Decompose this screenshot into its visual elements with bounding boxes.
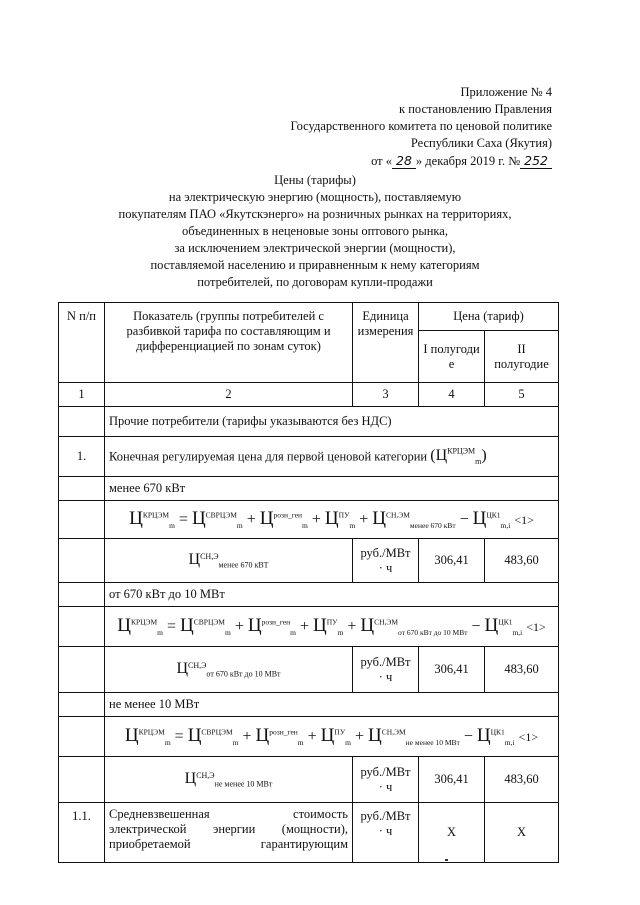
group-label-row	[59, 477, 559, 501]
row1-sup: КРЦЭМ	[447, 446, 476, 456]
col-num: 3	[353, 383, 419, 407]
group-label: не менее 10 МВт	[105, 693, 559, 717]
col-header-unit: Единица измерения	[353, 303, 419, 383]
decree-date	[290, 152, 552, 170]
date-month-year: » декабря 2019 г. №	[415, 154, 521, 168]
col-header-price: Цена (тариф)	[419, 303, 559, 331]
republic-name: Республики Саха (Якутия)	[410, 136, 552, 150]
other-consumers-row	[59, 407, 559, 437]
appendix-number: Приложение № 4	[460, 85, 552, 99]
price-half2: X	[485, 803, 559, 863]
title-line: Цены (тарифы)	[274, 173, 356, 187]
title-line: потребителей, по договорам купли-продажи	[197, 275, 433, 289]
col-num: 1	[59, 383, 105, 407]
tariff-table	[58, 302, 559, 863]
group-label: менее 670 кВт	[105, 477, 559, 501]
group-label: от 670 кВт до 10 МВт	[105, 583, 559, 607]
decree-number: 252	[520, 153, 552, 169]
formula: $Ц^{КРЦЭМ}_m = Ц^{СВРЦЭМ}_m + Ц^{розн\_ген}_m + Ц^{ПУ}_m + Ц^{СН,ЭМ}_{от 670 кВт до 10 МВт} - Ц^{ЦК1}_{m,i} <1>$	[105, 607, 559, 647]
rate-symbol: $Ц^{СН,Э}_{от 670 кВт до 10 МВт}$	[105, 647, 353, 693]
unit-cell: руб./МВт · ч	[353, 803, 419, 863]
formula-row	[59, 717, 559, 757]
price-half2: 483,60	[485, 757, 559, 803]
row1-symbol-wrap: $(Ц^{КРЦЭМ}_m)$	[430, 446, 487, 467]
formula-row	[59, 501, 559, 539]
unit-cell: руб./МВт · ч	[353, 647, 419, 693]
table-row	[59, 437, 559, 477]
date-day: 28	[392, 153, 416, 169]
table-row	[59, 803, 559, 863]
other-consumers-label: Прочие потребители (тарифы указываются без НДС)	[105, 407, 559, 437]
scan-dot	[445, 859, 448, 861]
appendix-header	[290, 84, 552, 170]
price-half1: X	[419, 803, 485, 863]
formula: $Ц^{КРЦЭМ}_m = Ц^{СВРЦЭМ}_m + Ц^{розн\_ген}_m + Ц^{ПУ}_m + Ц^{СН,ЭМ}_{менее 670 кВт} - Ц^{ЦК1}_{m,i} <1>$	[105, 501, 559, 539]
col-num: 2	[105, 383, 353, 407]
formula-row	[59, 607, 559, 647]
appendix-ref-line: к постановлению Правления	[399, 102, 552, 116]
table-row	[59, 757, 559, 803]
table-row	[59, 647, 559, 693]
title-line: на электрическую энергию (мощность), поставляемую	[168, 190, 462, 204]
col-header-num: N п/п	[59, 303, 105, 383]
col-header-half2: II полугодие	[485, 331, 559, 383]
row1-symbol: Ц	[435, 447, 448, 465]
rate-symbol: $Ц^{СН,Э}_{менее 670 кВТ}$	[105, 539, 353, 583]
title-line: за исключением электрической энергии (мощности),	[174, 241, 456, 255]
table-row	[59, 539, 559, 583]
row1-sub: m	[475, 457, 482, 467]
col-num: 4	[419, 383, 485, 407]
row-number: 1.1.	[59, 803, 105, 863]
price-half1: 306,41	[419, 757, 485, 803]
row-indicator: Средневзвешенная стоимость электрической энергии (мощности), приобретаемой гарантирующим	[105, 803, 353, 863]
row-indicator	[105, 437, 559, 477]
committee-name: Государственного комитета по ценовой политике	[290, 119, 552, 133]
title-line: объединенных в неценовые зоны оптового рынка,	[182, 224, 448, 238]
rate-symbol: $Ц^{СН,Э}_{не менее 10 МВт}$	[105, 757, 353, 803]
col-header-indicator: Показатель (группы потребителей с разбивкой тарифа по составляющим и дифференциацией по зонам суток)	[105, 303, 353, 383]
document-title	[95, 172, 535, 291]
title-line: поставляемой населению и приравненным к нему категориям	[150, 258, 480, 272]
col-header-half1: I полугоди е	[419, 331, 485, 383]
unit-cell: руб./МВт · ч	[353, 539, 419, 583]
formula: $Ц^{КРЦЭМ}_m = Ц^{СВРЦЭМ}_m + Ц^{розн\_ген}_m + Ц^{ПУ}_m + Ц^{СН,ЭМ}_{не менее 10 МВт} - Ц^{ЦК1}_{m,i} <1>$	[105, 717, 559, 757]
row1-text: Конечная регулируемая цена для первой ценовой категории	[109, 449, 428, 464]
column-numbers-row	[59, 383, 559, 407]
group-label-row	[59, 693, 559, 717]
price-half2: 483,60	[485, 647, 559, 693]
unit-cell: руб./МВт · ч	[353, 757, 419, 803]
price-half1: 306,41	[419, 539, 485, 583]
row-number: 1.	[59, 437, 105, 477]
title-line: покупателям ПАО «Якутскэнерго» на розничных рынках на территориях,	[118, 207, 512, 221]
price-half1: 306,41	[419, 647, 485, 693]
col-num: 5	[485, 383, 559, 407]
date-prefix: от «	[371, 154, 393, 168]
price-half2: 483,60	[485, 539, 559, 583]
group-label-row	[59, 583, 559, 607]
header-row	[59, 303, 559, 331]
